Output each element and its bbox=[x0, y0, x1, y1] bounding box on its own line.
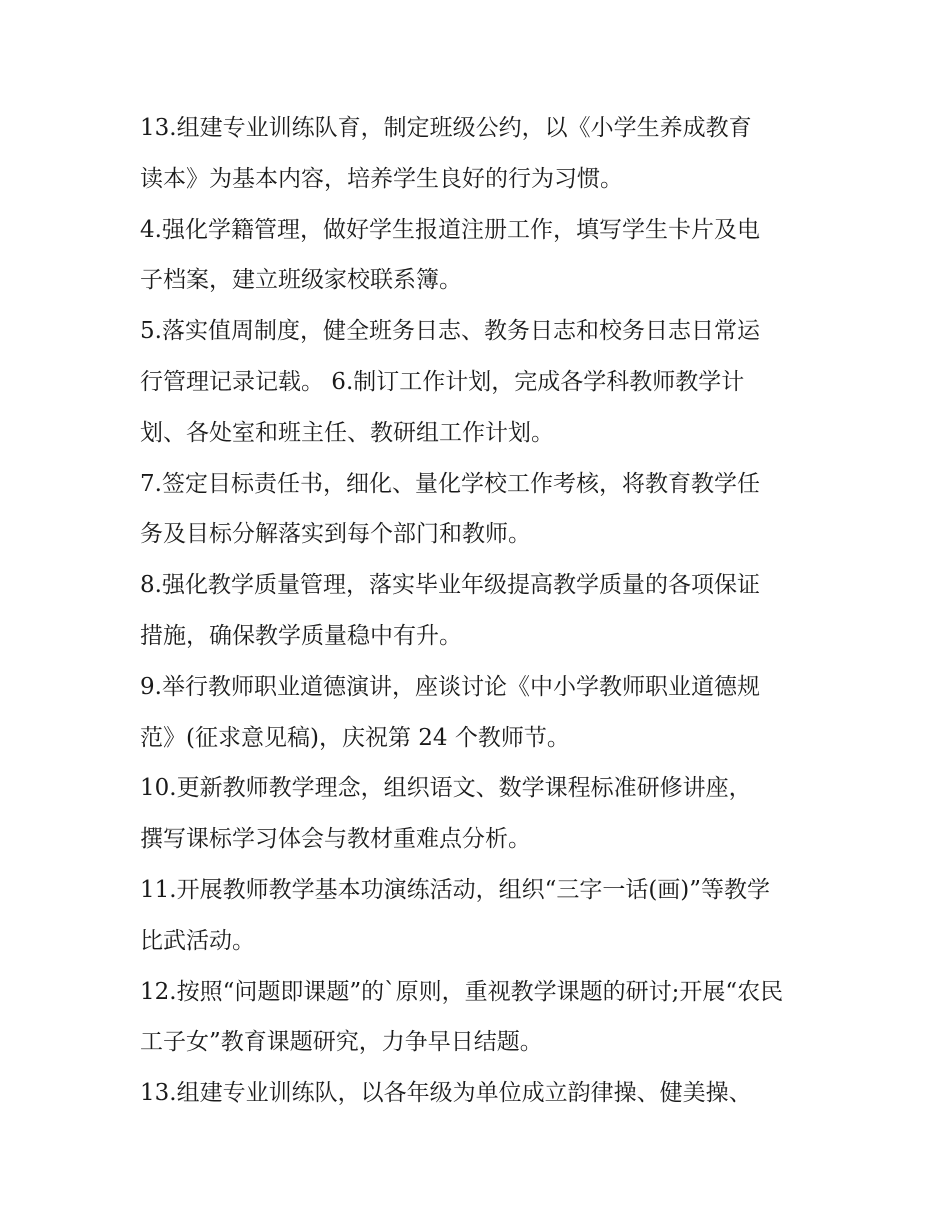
text-line: 5.落实值周制度，健全班务日志、教务日志和校务日志日常运 bbox=[140, 318, 760, 345]
text-line: 划、各处室和班主任、教研组工作计划。 bbox=[140, 419, 554, 446]
text-line: 比武活动。 bbox=[140, 927, 255, 954]
text-line: 行管理记录记载。 6.制订工作计划，完成各学科教师教学计 bbox=[140, 368, 745, 395]
text-line: 务及目标分解落实到每个部门和教师。 bbox=[140, 521, 531, 548]
text-line: 13.组建专业训练队，以各年级为单位成立韵律操、健美操、 bbox=[140, 1080, 752, 1107]
text-line: 读本》为基本内容，培养学生良好的行为习惯。 bbox=[140, 165, 623, 192]
text-line: 工子女”教育课题研究，力争早日结题。 bbox=[140, 1029, 543, 1056]
text-line: 8.强化教学质量管理，落实毕业年级提高教学质量的各项保证 bbox=[140, 572, 760, 599]
text-line: 范》(征求意见稿)，庆祝第 24 个教师节。 bbox=[140, 724, 570, 751]
text-line: 7.签定目标责任书，细化、量化学校工作考核，将教育教学任 bbox=[140, 470, 760, 497]
text-line: 措施，确保教学质量稳中有升。 bbox=[140, 622, 462, 649]
text-line: 撰写课标学习体会与教材重难点分析。 bbox=[140, 826, 531, 853]
text-line: 4.强化学籍管理，做好学生报道注册工作，填写学生卡片及电 bbox=[140, 216, 760, 243]
text-line: 子档案，建立班级家校联系簿。 bbox=[140, 267, 462, 294]
document-body bbox=[140, 103, 820, 1119]
text-line: 10.更新教师教学理念，组织语文、数学课程标准研修讲座， bbox=[140, 775, 752, 802]
text-line: 9.举行教师职业道德演讲，座谈讨论《中小学教师职业道德规 bbox=[140, 673, 760, 700]
text-line: 11.开展教师教学基本功演练活动，组织“三字一话(画)”等教学 bbox=[140, 876, 771, 903]
text-line: 12.按照“问题即课题”的`原则，重视教学课题的研讨;开展“农民 bbox=[140, 978, 784, 1005]
text-line: 13.组建专业训练队育，制定班级公约，以《小学生养成教育 bbox=[140, 115, 752, 141]
